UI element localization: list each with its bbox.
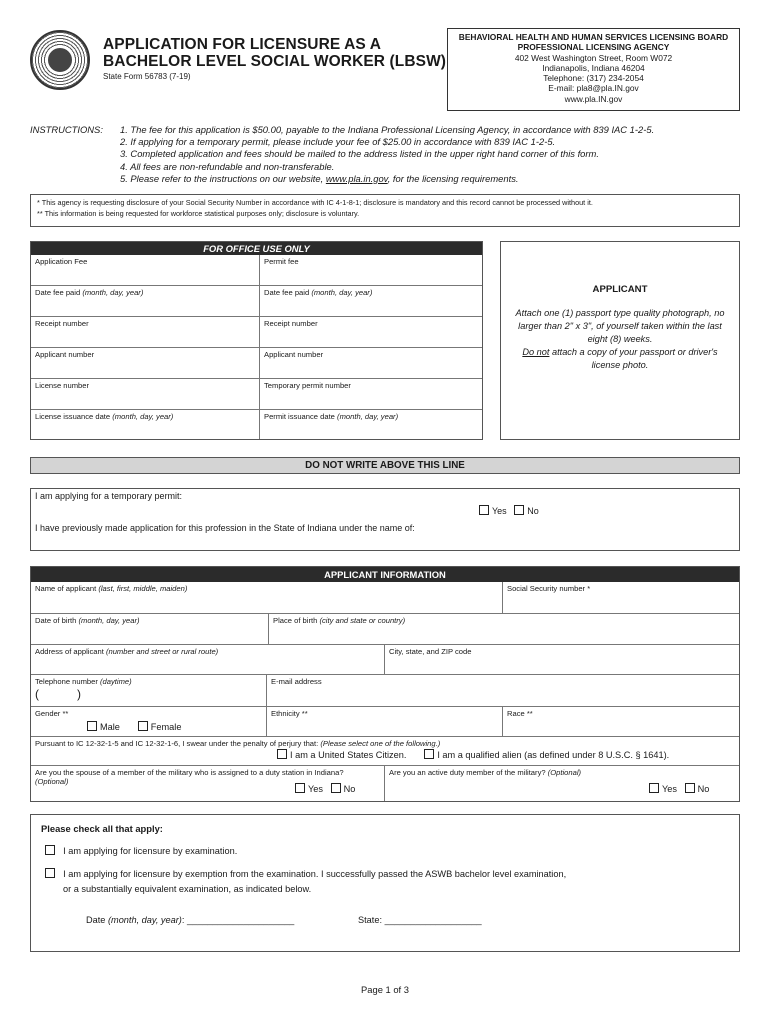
photo-box[interactable] (500, 241, 740, 440)
date-hint: (month, day, year) (107, 915, 182, 925)
exam-state-field[interactable] (358, 915, 482, 925)
exemption-option (45, 868, 566, 879)
field-label: License issuance date (35, 412, 111, 421)
title-line-2: BACHELOR LEVEL SOCIAL WORKER (LBSW) (103, 53, 447, 70)
alien-label: I am a qualified alien (as defined under 8 U.S.C. § 1641). (437, 750, 670, 760)
field-label: Name of applicant (35, 584, 97, 593)
place-of-birth-field[interactable] (269, 614, 739, 645)
field-label: Applicant number (264, 350, 324, 359)
agency-phone: Telephone: (317) 234-2054 (543, 73, 644, 84)
receipt-number-field (31, 317, 260, 348)
field-label: Ethnicity ** (271, 709, 308, 718)
agency-name: PROFESSIONAL LICENSING AGENCY (517, 42, 670, 53)
spouse-options (295, 783, 355, 794)
field-hint: (month, day, year) (78, 616, 140, 625)
permit-issuance-field (260, 410, 482, 439)
field-label: Gender ** (35, 709, 69, 718)
telephone-field[interactable] (31, 675, 267, 707)
citizen-label: I am a United States Citizen. (290, 750, 407, 760)
field-label: Race ** (507, 709, 533, 718)
no-checkbox[interactable] (514, 505, 524, 515)
licensure-type-section (30, 814, 740, 952)
title-line-1: APPLICATION FOR LICENSURE AS A (103, 36, 381, 53)
citizen-checkbox[interactable] (277, 749, 287, 759)
yes-label: Yes (662, 784, 677, 794)
military-spouse-field (31, 766, 385, 801)
state-form-number: State Form 56783 (7-19) (103, 72, 191, 81)
qualified-alien-checkbox[interactable] (424, 749, 434, 759)
field-label: Date fee paid (35, 288, 81, 297)
female-checkbox[interactable] (138, 721, 148, 731)
gender-field (31, 707, 267, 737)
no-label: No (697, 784, 710, 794)
field-label: Application Fee (35, 257, 88, 266)
citizenship-options (277, 749, 735, 760)
exemption-checkbox[interactable] (45, 868, 55, 878)
photo-warning (501, 346, 739, 372)
ssn-field[interactable] (503, 582, 739, 614)
field-label: License number (35, 381, 90, 390)
field-label: Address of applicant (35, 647, 104, 656)
address-field[interactable] (31, 645, 385, 675)
voluntary-note: ** This information is being requested for workforce statistical purposes only; disclosure is voluntary. (37, 209, 360, 218)
instruction-item: 3. Completed application and fees should be mailed to the address listed in the upper right hand corner of this form. (120, 148, 599, 160)
temp-permit-question: I am applying for a temporary permit: (35, 491, 183, 501)
photo-heading: APPLICANT (592, 284, 648, 295)
paren-open: ( (35, 687, 39, 701)
field-label: City, state, and ZIP code (389, 647, 472, 656)
instruction-text: 5. Please refer to the instructions on our website, (120, 172, 326, 184)
check-all-heading: Please check all that apply: (41, 823, 163, 834)
exam-option (45, 845, 237, 856)
page-number: Page 1 of 3 (361, 984, 409, 995)
active-yes-checkbox[interactable] (649, 783, 659, 793)
field-label: Social Security number * (507, 584, 591, 593)
permit-receipt-number-field (260, 317, 482, 348)
agency-street: 402 West Washington Street, Room W072 (514, 52, 673, 63)
instructions-label: INSTRUCTIONS: (30, 124, 103, 135)
applicant-info-heading: APPLICANT INFORMATION (31, 567, 739, 582)
form-title (103, 36, 446, 70)
applicant-information-section (30, 566, 740, 802)
temporary-permit-section (30, 488, 740, 551)
license-issuance-field (31, 410, 260, 439)
do-not-write-divider: DO NOT WRITE ABOVE THIS LINE (30, 457, 740, 474)
instruction-item (120, 173, 654, 185)
instruction-item: 1. The fee for this application is $50.00, payable to the Indiana Professional Licensing Agency, in accordance with 839 IAC 1-2-5. (120, 124, 655, 135)
field-hint: (Optional) (547, 768, 582, 777)
field-hint: (Please select one of the following.) (320, 739, 441, 748)
citizenship-field (31, 737, 739, 766)
ssn-note: * This agency is requesting disclosure of your Social Security Number in accordance with IC 4-1-8-1; disclosure is mandatory and this record cannot be processed without it. (37, 198, 593, 207)
date-blank: _____________________ (186, 915, 295, 925)
office-use-box (30, 241, 483, 440)
agency-website: www.pla.IN.gov (564, 93, 623, 104)
field-label: Temporary permit number (264, 381, 351, 390)
spouse-yes-checkbox[interactable] (295, 783, 305, 793)
field-label: Permit fee (264, 257, 299, 266)
male-checkbox[interactable] (87, 721, 97, 731)
do-not-text: Do not (522, 347, 550, 357)
paren-close: ) (77, 687, 81, 701)
instructions-list (120, 124, 654, 185)
no-label: No (343, 784, 356, 794)
field-hint: (month, day, year) (337, 412, 399, 421)
active-no-checkbox[interactable] (685, 783, 695, 793)
permit-date-fee-paid-field (260, 286, 482, 317)
field-hint: (month, day, year) (311, 288, 373, 297)
exemption-label-cont: or a substantially equivalent examination, as indicated below. (63, 884, 312, 894)
temp-permit-number-field (260, 379, 482, 410)
area-code-brackets (35, 687, 262, 701)
instruction-item: 2. If applying for a temporary permit, please include your fee of $25.00 in accordance with 839 IAC 1-2-5. (120, 136, 556, 148)
instruction-text: , for the licensing requirements. (387, 172, 519, 184)
photo-instructions: Attach one (1) passport type quality photograph, no larger than 2" x 3", of yourself taken within the last eight (8) weeks. (515, 308, 725, 344)
applicant-number-field (31, 348, 260, 379)
date-colon: : (181, 915, 185, 925)
previous-application-label: I have previously made application for this profession in the State of Indiana under the name of: (35, 523, 415, 533)
instruction-item: 4. All fees are non-refundable and non-transferable. (120, 160, 335, 172)
state-blank: ___________________ (384, 915, 482, 925)
permit-applicant-number-field (260, 348, 482, 379)
yes-label: Yes (492, 506, 507, 516)
date-label: Date (86, 915, 106, 925)
field-label: Are you an active duty member of the military? (389, 768, 546, 777)
email-field[interactable] (267, 675, 739, 707)
applicant-name-field[interactable] (31, 582, 503, 614)
field-hint: (last, first, middle, maiden) (98, 584, 188, 593)
field-label: Receipt number (264, 319, 318, 328)
field-hint: (month, day, year) (112, 412, 174, 421)
field-hint: (city and state or country) (319, 616, 406, 625)
field-label: Date fee paid (264, 288, 310, 297)
spouse-no-checkbox[interactable] (331, 783, 341, 793)
exam-checkbox[interactable] (45, 845, 55, 855)
date-fee-paid-field (31, 286, 260, 317)
field-label: Telephone number (35, 677, 98, 686)
website-link[interactable]: www.pla.in.gov (325, 172, 388, 184)
gender-options (87, 721, 262, 732)
field-hint: (month, day, year) (82, 288, 144, 297)
state-seal-icon (30, 30, 90, 90)
field-hint: (Optional) (35, 777, 69, 786)
application-fee-field (31, 255, 260, 286)
city-state-zip-field[interactable] (385, 645, 739, 675)
yes-label: Yes (308, 784, 323, 794)
agency-email: E-mail: pla8@pla.IN.gov (548, 83, 639, 94)
office-use-heading: FOR OFFICE USE ONLY (31, 242, 482, 255)
permit-fee-field (260, 255, 482, 286)
male-label: Male (100, 722, 120, 732)
photo-warning-text: attach a copy of your passport or driver's license photo. (549, 347, 718, 370)
license-number-field (31, 379, 260, 410)
field-label: Place of birth (273, 616, 318, 625)
field-label: Pursuant to IC 12-32-1-5 and IC 12-32-1-6, I swear under the penalty of perjury that: (35, 739, 319, 748)
active-duty-field (385, 766, 739, 801)
field-label: Applicant number (35, 350, 95, 359)
agency-address-box (447, 28, 740, 111)
no-label: No (527, 506, 539, 516)
temp-permit-options (479, 505, 539, 516)
field-label: Receipt number (35, 319, 89, 328)
disclosure-notes (30, 194, 740, 227)
field-label: Permit issuance date (264, 412, 335, 421)
agency-board: BEHAVIORAL HEALTH AND HUMAN SERVICES LICENSING BOARD (458, 32, 729, 42)
field-hint: (daytime) (100, 677, 132, 686)
field-label: Are you the spouse of a member of the military who is assigned to a duty station in Indiana? (35, 768, 344, 777)
state-label: State: (358, 915, 383, 925)
field-hint: (number and street or rural route) (105, 647, 219, 656)
ethnicity-field[interactable] (267, 707, 503, 737)
female-label: Female (150, 722, 182, 732)
field-label: E-mail address (271, 677, 322, 686)
agency-city: Indianapolis, Indiana 46204 (542, 62, 645, 73)
race-field[interactable] (503, 707, 739, 737)
active-duty-options (649, 783, 709, 794)
exemption-label: I am applying for licensure by exemption from the examination. I successfully passed the ASWB bachelor level examination, (63, 869, 567, 879)
yes-checkbox[interactable] (479, 505, 489, 515)
field-label: Date of birth (35, 616, 77, 625)
dob-field[interactable] (31, 614, 269, 645)
exam-date-field[interactable] (86, 915, 294, 925)
exam-label: I am applying for licensure by examination. (63, 846, 238, 856)
